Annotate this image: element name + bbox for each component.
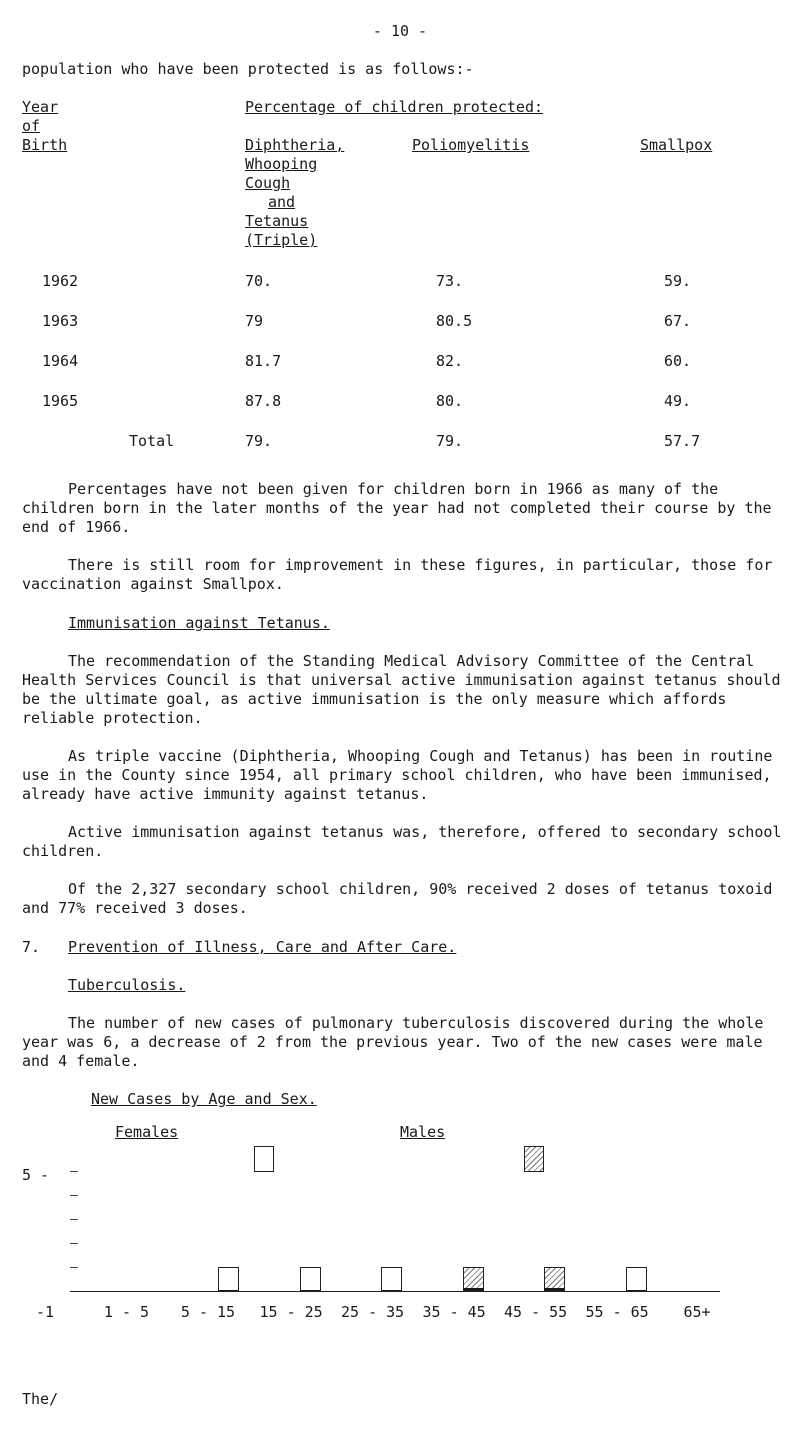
row-year: 1964 — [42, 352, 79, 370]
bar-females — [626, 1267, 647, 1291]
x-tick-label: 15 - 25 — [259, 1303, 323, 1321]
paragraph-recommendation: The recommendation of the Standing Medical Advisory Committee of the Central Health Services Council is that universal active immunisation against tetanus should be the ultimate goal, as active immunisation is the only measure which affords reliable protection. — [22, 652, 781, 727]
row-year: 1963 — [42, 312, 79, 330]
y-tick — [70, 1219, 78, 1220]
page-number — [0, 22, 800, 40]
x-tick-label: 35 - 45 — [422, 1303, 486, 1321]
row-triple: 79 — [245, 312, 264, 330]
x-tick-label: -1 — [35, 1303, 55, 1321]
col1-header-line2: Whooping — [245, 155, 318, 173]
legend-males-label: Males — [400, 1123, 446, 1141]
row-smallpox: 59. — [664, 272, 692, 290]
bar-males — [463, 1267, 484, 1291]
page-number-text: - 10 - — [372, 22, 428, 40]
heading-tetanus: Immunisation against Tetanus. — [68, 614, 330, 632]
col1-header-line6: (Triple) — [245, 231, 318, 249]
bar-females — [381, 1267, 402, 1291]
paragraph-percentages: Percentages have not been given for children born in 1966 as many of the children born in the later months of the year had not completed their course by the end of 1966. — [22, 480, 772, 536]
paragraph-triple-vaccine: As triple vaccine (Diphtheria, Whooping Cough and Tetanus) has been in routine use in the County since 1954, all primary school children, who have been immunised, already have active immunity against tetanus. — [22, 747, 773, 803]
header-year: Year — [22, 98, 59, 116]
y-tick — [70, 1243, 78, 1244]
row-polio: 73. — [436, 272, 464, 290]
row-triple: 87.8 — [245, 392, 282, 410]
row-smallpox: 49. — [664, 392, 692, 410]
x-tick-label: 65+ — [683, 1303, 711, 1321]
bar-males — [544, 1267, 565, 1291]
section-title: Prevention of Illness, Care and After Care. — [68, 938, 457, 956]
section-number: 7. — [22, 938, 41, 956]
y-tick — [70, 1195, 78, 1196]
row-triple: 70. — [245, 272, 273, 290]
bar-females — [300, 1267, 321, 1291]
row-smallpox: 57.7 — [664, 432, 701, 450]
row-polio: 80. — [436, 392, 464, 410]
col1-header-line3: Cough — [245, 174, 291, 192]
x-tick-label: 55 - 65 — [585, 1303, 649, 1321]
header-birth: Birth — [22, 136, 68, 154]
paragraph-secondary-children: Of the 2,327 secondary school children, 90% received 2 doses of tetanus toxoid and 77% received 3 doses. — [22, 880, 773, 917]
row-triple: 79. — [245, 432, 273, 450]
x-tick-label: 45 - 55 — [504, 1303, 568, 1321]
y-tick — [70, 1171, 78, 1172]
x-axis — [70, 1291, 720, 1292]
header-percentage: Percentage of children protected: — [245, 98, 544, 116]
row-smallpox: 60. — [664, 352, 692, 370]
footer-catchword: The/ — [22, 1390, 59, 1408]
x-tick-label: 25 - 35 — [341, 1303, 405, 1321]
chart-heading: New Cases by Age and Sex. — [91, 1090, 317, 1108]
col2-header: Poliomyelitis — [412, 136, 530, 154]
col1-header-line1: Diphtheria, — [245, 136, 345, 154]
x-tick-label: 5 - 15 — [180, 1303, 236, 1321]
legend-males-swatch — [524, 1146, 544, 1172]
bar-females — [218, 1267, 239, 1291]
row-total-label: Total — [129, 432, 175, 450]
row-smallpox: 67. — [664, 312, 692, 330]
row-polio: 79. — [436, 432, 464, 450]
row-year: 1962 — [42, 272, 79, 290]
y-tick — [70, 1267, 78, 1268]
col3-header: Smallpox — [640, 136, 713, 154]
col1-header-line4: and — [268, 193, 296, 211]
legend-females-swatch — [254, 1146, 274, 1172]
legend-females-label: Females — [115, 1123, 179, 1141]
row-triple: 81.7 — [245, 352, 282, 370]
row-polio: 82. — [436, 352, 464, 370]
header-of: of — [22, 117, 41, 135]
row-polio: 80.5 — [436, 312, 473, 330]
y-tick-label: 5 - — [22, 1166, 50, 1184]
intro-line: population who have been protected is as follows:- — [22, 60, 474, 78]
heading-tuberculosis: Tuberculosis. — [68, 976, 186, 994]
col1-header-line5: Tetanus — [245, 212, 309, 230]
paragraph-active-immunisation: Active immunisation against tetanus was, therefore, offered to secondary school children. — [22, 823, 782, 860]
paragraph-tuberculosis: The number of new cases of pulmonary tuberculosis discovered during the whole year was 6, a decrease of 2 from the previous year. Two of the new cases were male and 4 female. — [22, 1014, 764, 1070]
row-year: 1965 — [42, 392, 79, 410]
x-tick-label: 1 - 5 — [103, 1303, 150, 1321]
paragraph-improvement: There is still room for improvement in these figures, in particular, those for vaccination against Smallpox. — [22, 556, 773, 593]
